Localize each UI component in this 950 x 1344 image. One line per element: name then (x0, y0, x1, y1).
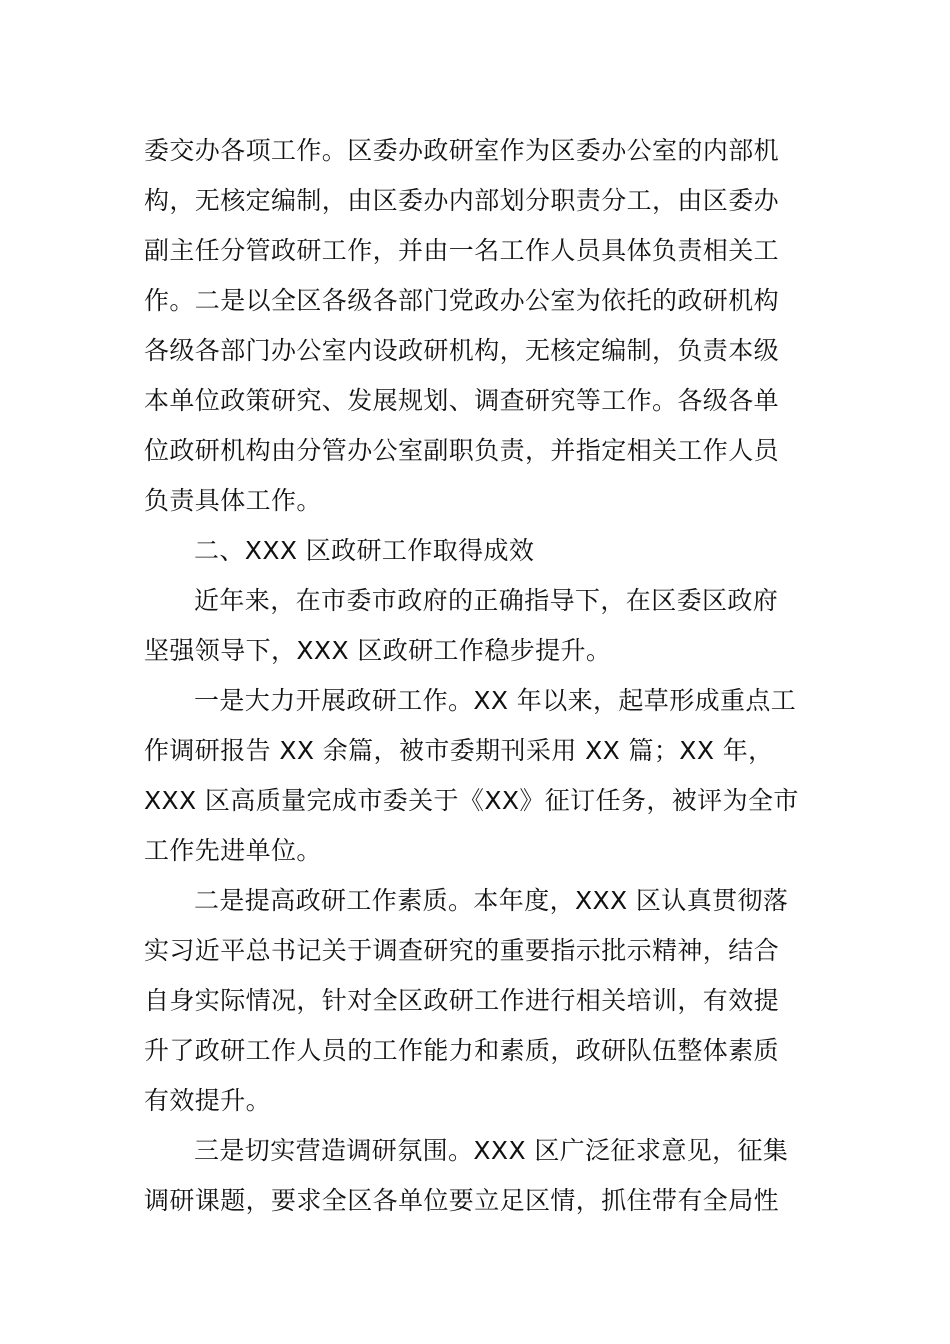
text-line: XXX 区高质量完成市委关于《XX》征订任务，被评为全市 (144, 786, 799, 815)
text-line: 调研课题，要求全区各单位要立足区情，抓住带有全局性 (144, 1186, 780, 1215)
text-line: 实习近平总书记关于调查研究的重要指示批示精神，结合 (144, 936, 780, 965)
text-line: 升了政研工作人员的工作能力和素质，政研队伍整体素质 (144, 1036, 780, 1065)
paragraph-point-three (144, 1126, 810, 1226)
paragraph-point-two (144, 876, 810, 1126)
text-line: 委交办各项工作。区委办政研室作为区委办公室的内部机 (144, 136, 780, 165)
text-line: 位政研机构由分管办公室副职负责，并指定相关工作人员 (144, 436, 780, 465)
text-line: 工作先进单位。 (144, 836, 322, 865)
text-line: 三是切实营造调研氛围。XXX 区广泛征求意见，征集 (194, 1136, 789, 1165)
text-line: 一是大力开展政研工作。XX 年以来，起草形成重点工 (194, 686, 797, 715)
text-line: 近年来，在市委市政府的正确指导下，在区委区政府 (194, 586, 779, 615)
text-line: 副主任分管政研工作，并由一名工作人员具体负责相关工 (144, 236, 780, 265)
paragraph-intro (144, 576, 810, 676)
text-line: 有效提升。 (144, 1086, 272, 1115)
text-line: 自身实际情况，针对全区政研工作进行相关培训，有效提 (144, 986, 780, 1015)
text-line: 负责具体工作。 (144, 486, 322, 515)
text-line: 二是提高政研工作素质。本年度，XXX 区认真贯彻落 (194, 886, 789, 915)
document-body (144, 126, 810, 1226)
paragraph-point-one (144, 676, 810, 876)
text-line: 各级各部门办公室内设政研机构，无核定编制，负责本级 (144, 336, 780, 365)
text-line: 构，无核定编制，由区委办内部划分职责分工，由区委办 (144, 186, 780, 215)
section-heading (144, 526, 810, 576)
text-line: 作。二是以全区各级各部门党政办公室为依托的政研机构 (144, 286, 780, 315)
paragraph-org-structure (144, 126, 810, 526)
text-line: 作调研报告 XX 余篇，被市委期刊采用 XX 篇；XX 年， (144, 736, 774, 765)
text-line: 本单位政策研究、发展规划、调查研究等工作。各级各单 (144, 386, 780, 415)
text-line: 坚强领导下，XXX 区政研工作稳步提升。 (144, 636, 612, 665)
heading-line: 二、XXX 区政研工作取得成效 (194, 536, 535, 565)
